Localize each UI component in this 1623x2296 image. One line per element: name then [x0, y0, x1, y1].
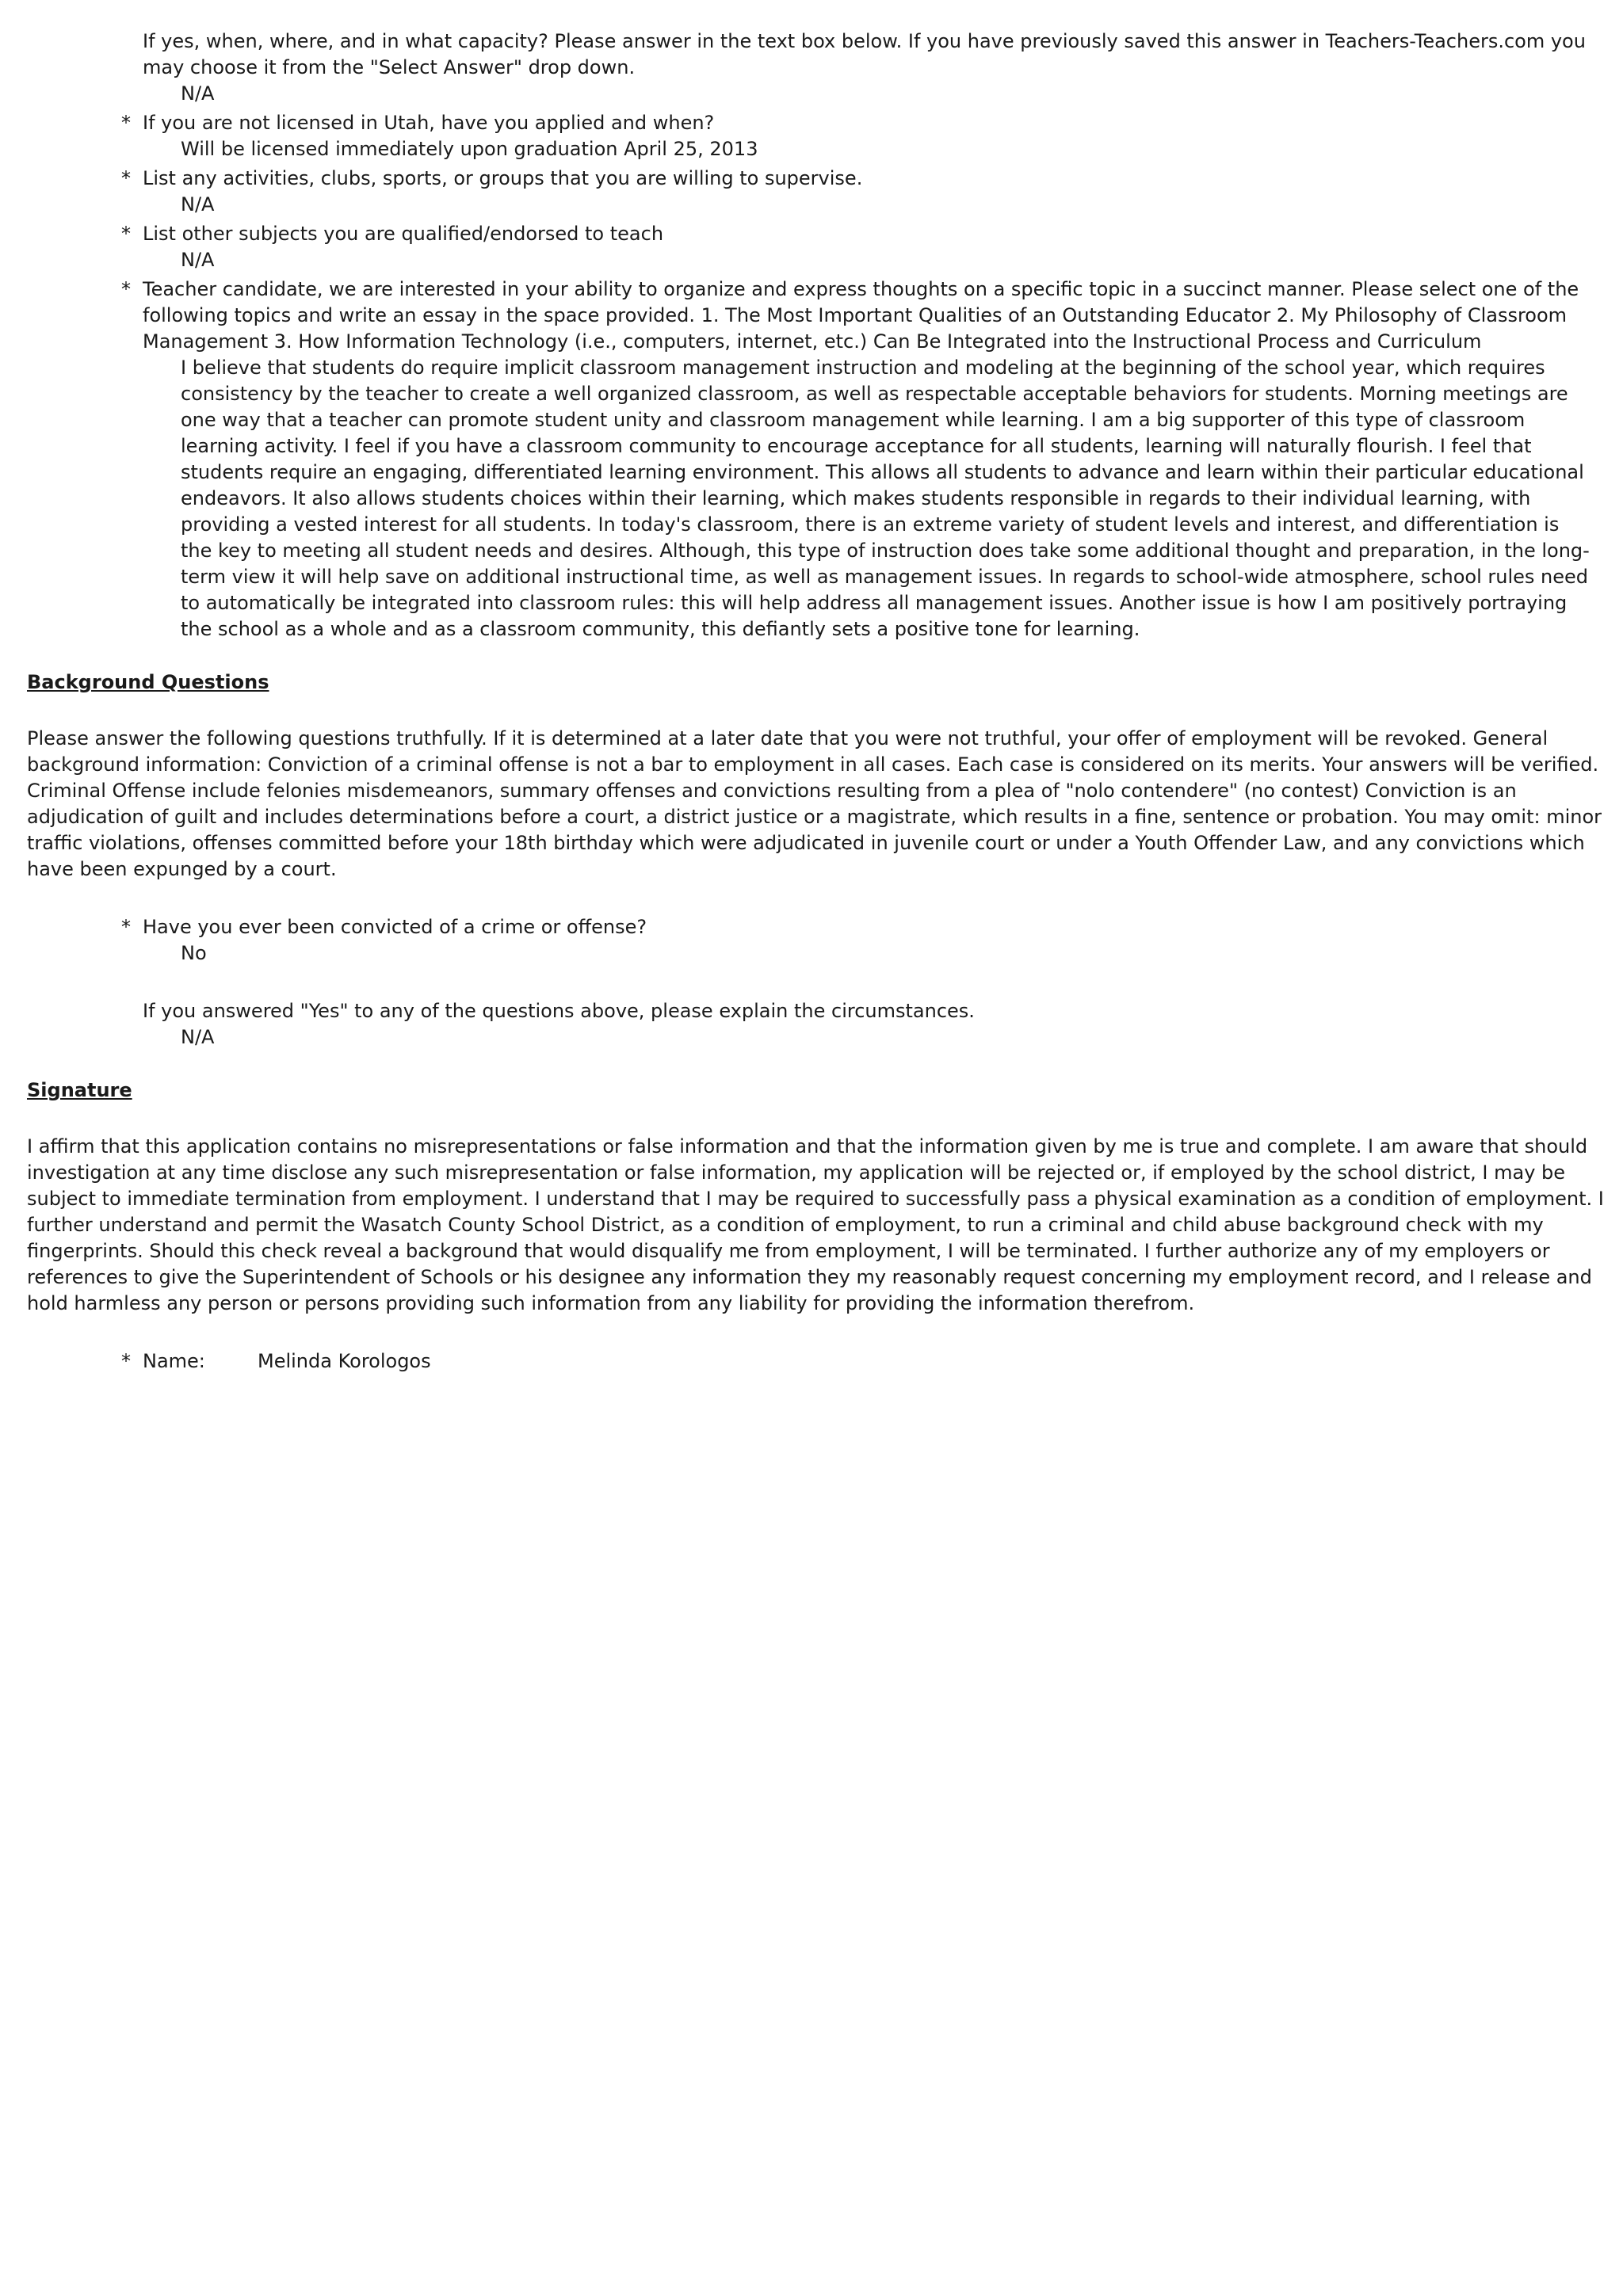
question-essay [143, 277, 1601, 643]
name-value: Melinda Korologos [258, 1350, 431, 1372]
signature-affirmation: I affirm that this application contains no misrepresentations or false information and that the information given by me is true and complete. I am aware that should investigation at any time disclose any such misrepresentation or false information, my application will be rejected or, if employed by the school district, I may be subject to immediate termination from employment. I understand that I may be required to successfully pass a physical examination as a condition of employment. I further understand and permit the Wasatch County School District, as a condition of employment, to run a criminal and child abuse background check with my fingerprints. Should this check reveal a background that would disqualify me from employment, I will be terminated. I further authorize any of my employers or references to give the Superintendent of Schools or his designee any information they my reasonably request concerning my employment record, and I release and hold harmless any person or persons providing such information from any liability for providing the information therefrom. [27, 1135, 1604, 1314]
question-text: If you answered "Yes" to any of the questions above, please explain the circumstances. [143, 1000, 975, 1022]
question-text: * Have you ever been convicted of a crime or offense? [143, 916, 647, 938]
background-section-title: Background Questions [27, 671, 269, 693]
answer-text: N/A [181, 249, 215, 271]
question-activities [143, 166, 1601, 218]
answer-text: N/A [181, 82, 215, 105]
answer-text: Will be licensed immediately upon graduation April 25, 2013 [181, 138, 758, 160]
question-explain [143, 998, 1601, 1051]
question-text: If yes, when, where, and in what capacity? Please answer in the text box below. If you have previously saved this answer in Teachers-Teachers.com you may choose it from the "Select Answer" drop down. [143, 30, 1586, 78]
signature-section-title: Signature [27, 1079, 132, 1101]
answer-text: N/A [181, 1026, 215, 1048]
signature-name-row [143, 1348, 1623, 1375]
name-label: Name: [143, 1350, 205, 1372]
question-prior-experience [143, 29, 1601, 107]
question-convicted [143, 914, 1601, 967]
question-text: * List any activities, clubs, sports, or groups that you are willing to supervise. [143, 167, 863, 189]
question-text: * List other subjects you are qualified/endorsed to teach [143, 223, 664, 245]
question-utah-license [143, 110, 1601, 162]
question-other-subjects [143, 221, 1601, 273]
answer-text: N/A [181, 193, 215, 215]
essay-answer: I believe that students do require implicit classroom management instruction and modeling at the beginning of the school year, which requires consistency by the teacher to create a well organized classroom, as well as respectable acceptable behaviors for students. Morning meetings are one way that a teacher can promote student unity and classroom management while learning. I am a big supporter of this type of classroom learning activity. I feel if you have a classroom community to encourage acceptance for all students, learning will naturally flourish. I feel that students require an engaging, differentiated learning environment. This allows all students to advance and learn within their particular educational endeavors. It also allows students choices within their learning, which makes students responsible in regards to their individual learning, with providing a vested interest for all students. In today's classroom, there is an extreme variety of student levels and interest, and differentiation is the key to meeting all student needs and desires. Although, this type of instruction does take some additional thought and preparation, in the long-term view it will help save on additional instructional time, as well as management issues. In regards to school-wide atmosphere, school rules need to automatically be integrated into classroom rules: this will help address all management issues. Another issue is how I am positively portraying the school as a whole and as a classroom community, this defiantly sets a positive tone for learning. [181, 357, 1590, 640]
background-intro: Please answer the following questions truthfully. If it is determined at a later date that you were not truthful, your offer of employment will be revoked. General background information: Conviction of a criminal offense is not a bar to employment in all cases. Each case is considered on its merits. Your answers will be verified. Criminal Offense include felonies misdemeanors, summary offenses and convictions resulting from a plea of "nolo contendere" (no contest) Conviction is an adjudication of guilt and includes determinations before a court, a district justice or a magistrate, which results in a fine, sentence or probation. You may omit: minor traffic violations, offenses committed before your 18th birthday which were adjudicated in juvenile court or under a Youth Offender Law, and any convictions which have been expunged by a court. [27, 727, 1602, 880]
answer-text: No [181, 942, 207, 964]
question-text: * Teacher candidate, we are interested in your ability to organize and express thoughts on a specific topic in a succinct manner. Please select one of the following topics and write an essay in the space provided. 1. The Most Important Qualities of an Outstanding Educator 2. My Philosophy of Classroom Management 3. How Information Technology (i.e., computers, internet, etc.) Can Be Integrated into the Instructional Process and Curriculum [143, 278, 1579, 353]
question-text: * If you are not licensed in Utah, have you applied and when? [143, 112, 715, 134]
